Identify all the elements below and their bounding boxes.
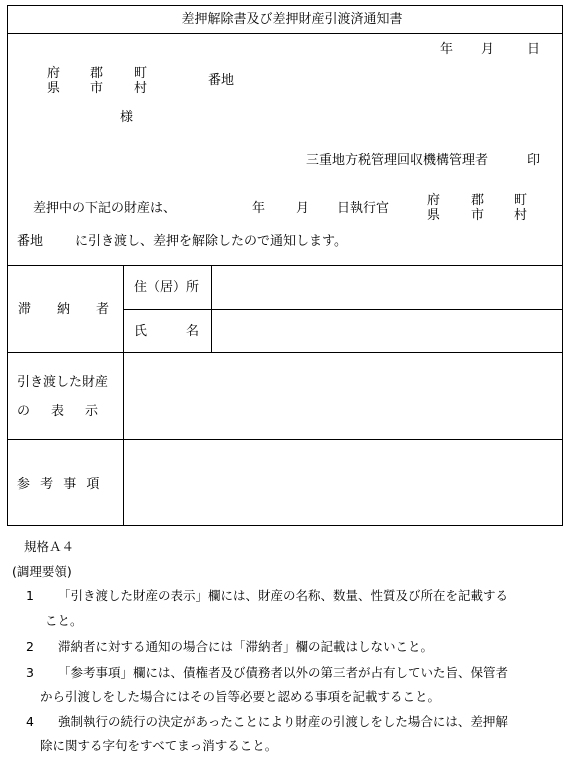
body-son: 村	[514, 208, 528, 223]
body-fu: 府	[427, 193, 441, 208]
recipient-honorific: 様	[120, 110, 134, 125]
property-label-line1: 引き渡した財産	[17, 375, 109, 390]
address-shi: 市	[90, 81, 104, 96]
instructions-heading: (調理要領)	[12, 564, 72, 579]
address-name-divider	[123, 309, 563, 310]
instruction-4-line1: 強制執行の続行の決定があったことにより財産の引渡しをした場合には、差押解	[58, 714, 508, 729]
instruction-1-line1: 「引き渡した財産の表示」欄には、財産の名称、数量、性質及び所在を記載する	[58, 588, 509, 603]
address-field-label: 住（居）所	[134, 280, 200, 295]
address-cho: 町	[134, 66, 148, 81]
address-gun: 郡	[90, 66, 104, 81]
instruction-4-number: 4	[26, 714, 34, 729]
address-ken: 県	[47, 81, 61, 96]
body-divider	[7, 265, 563, 266]
delinquent-divider	[7, 352, 563, 353]
body-year: 年	[252, 201, 266, 216]
instruction-4-line2: 除に関する字句をすべてまっ消すること。	[40, 738, 278, 753]
instruction-2-number: 2	[26, 639, 34, 654]
instruction-3-line2: から引渡しをした場合にはその旨等必要と認める事項を記載すること。	[40, 689, 441, 704]
body-gun: 郡	[471, 193, 485, 208]
delinquent-label: 滞 納 者	[18, 302, 110, 317]
body-line2-rest: に引き渡し、差押を解除したので通知します。	[75, 234, 347, 249]
notes-label: 参 考 事 項	[17, 477, 103, 492]
date-year: 年	[440, 42, 454, 57]
instruction-3-number: 3	[26, 665, 34, 680]
label-column-divider	[123, 265, 124, 526]
body-cho: 町	[514, 193, 528, 208]
document-title: 差押解除書及び差押財産引渡済通知書	[181, 12, 403, 27]
address-son: 村	[134, 81, 148, 96]
body-banchi: 番地	[17, 234, 44, 249]
instruction-3-line1: 「参考事項」欄には、債権者及び債務者以外の第三者が占有していた旨、保管者	[58, 665, 509, 680]
name-field-label: 氏 名	[134, 324, 200, 339]
instruction-1-line2: こと。	[45, 613, 83, 628]
date-day: 日	[527, 42, 541, 57]
instruction-1-number: 1	[26, 588, 34, 603]
paper-size-note: 規格Ａ４	[24, 539, 75, 554]
address-fu: 府	[47, 66, 61, 81]
body-line1-start: 差押中の下記の財産は、	[33, 201, 177, 216]
title-divider	[7, 33, 563, 34]
seal-mark: 印	[527, 153, 541, 168]
instruction-2-line1: 滞納者に対する通知の場合には「滞納者」欄の記載はしないこと。	[58, 639, 434, 654]
property-label-line2: の 表 示	[17, 404, 103, 419]
body-day-officer: 日執行官	[337, 201, 390, 216]
sublabel-column-divider	[211, 265, 212, 352]
property-divider	[7, 439, 563, 440]
date-month: 月	[481, 42, 495, 57]
body-month: 月	[296, 201, 310, 216]
sender-name: 三重地方税管理回収機構管理者	[306, 153, 489, 168]
body-shi: 市	[471, 208, 485, 223]
address-banchi: 番地	[208, 73, 235, 88]
body-ken: 県	[427, 208, 441, 223]
